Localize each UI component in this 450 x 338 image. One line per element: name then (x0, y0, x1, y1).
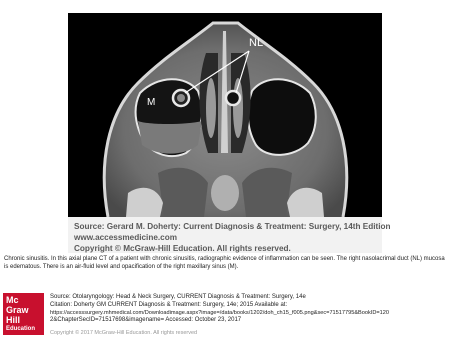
ct-scan-drawing (68, 13, 382, 217)
figure-website-line: www.accessmedicine.com (74, 233, 177, 242)
figure-caption: Chronic sinusitis. In this axial plane CT of a patient with chronic sinusitis, radiographic evidence of inflammation can be seen. The right nasolacrimal duct (NL) mucosa is edematous. There is an air-fluid level and opacification of the right maxillary sinus (M). (4, 256, 445, 270)
logo-line: Mc (6, 295, 19, 305)
figure-source-line: Source: Gerard M. Doherty: Current Diagnosis & Treatment: Surgery, 14th Edition (74, 222, 391, 231)
m-label: M (147, 97, 156, 108)
nl-label: NL (249, 37, 264, 49)
ct-scan-image (68, 13, 382, 217)
logo-line: Education (6, 326, 36, 332)
ct-figure (68, 13, 391, 253)
mcgraw-hill-logo (3, 293, 44, 335)
citation-block (50, 294, 446, 325)
logo-line: Graw (6, 305, 29, 315)
citation-url-line2: 2&ChapterSecID=71517698&imagename= Accessed: October 23, 2017 (50, 317, 242, 324)
figure-copyright-line: Copyright © McGraw-Hill Education. All rights reserved. (74, 244, 291, 253)
logo-line: Hill (6, 315, 21, 325)
citation-url-line1[interactable]: https://accesssurgery.mhmedical.com/Downloadimage.aspx?image=/data/books/1202/doh_ch15_f005.png&sec=71517795&BookID=120 (50, 309, 390, 316)
citation-text: Citation: Doherty GM CURRENT Diagnosis & Treatment: Surgery, 14e; 2015 Available at: (50, 301, 288, 308)
citation-source: Source: Otolaryngology: Head & Neck Surgery, CURRENT Diagnosis & Treatment: Surgery, 14e (50, 294, 306, 300)
footer-copyright: Copyright © 2017 McGraw-Hill Education. All rights reserved (50, 330, 198, 336)
figure-source-block (74, 221, 391, 254)
